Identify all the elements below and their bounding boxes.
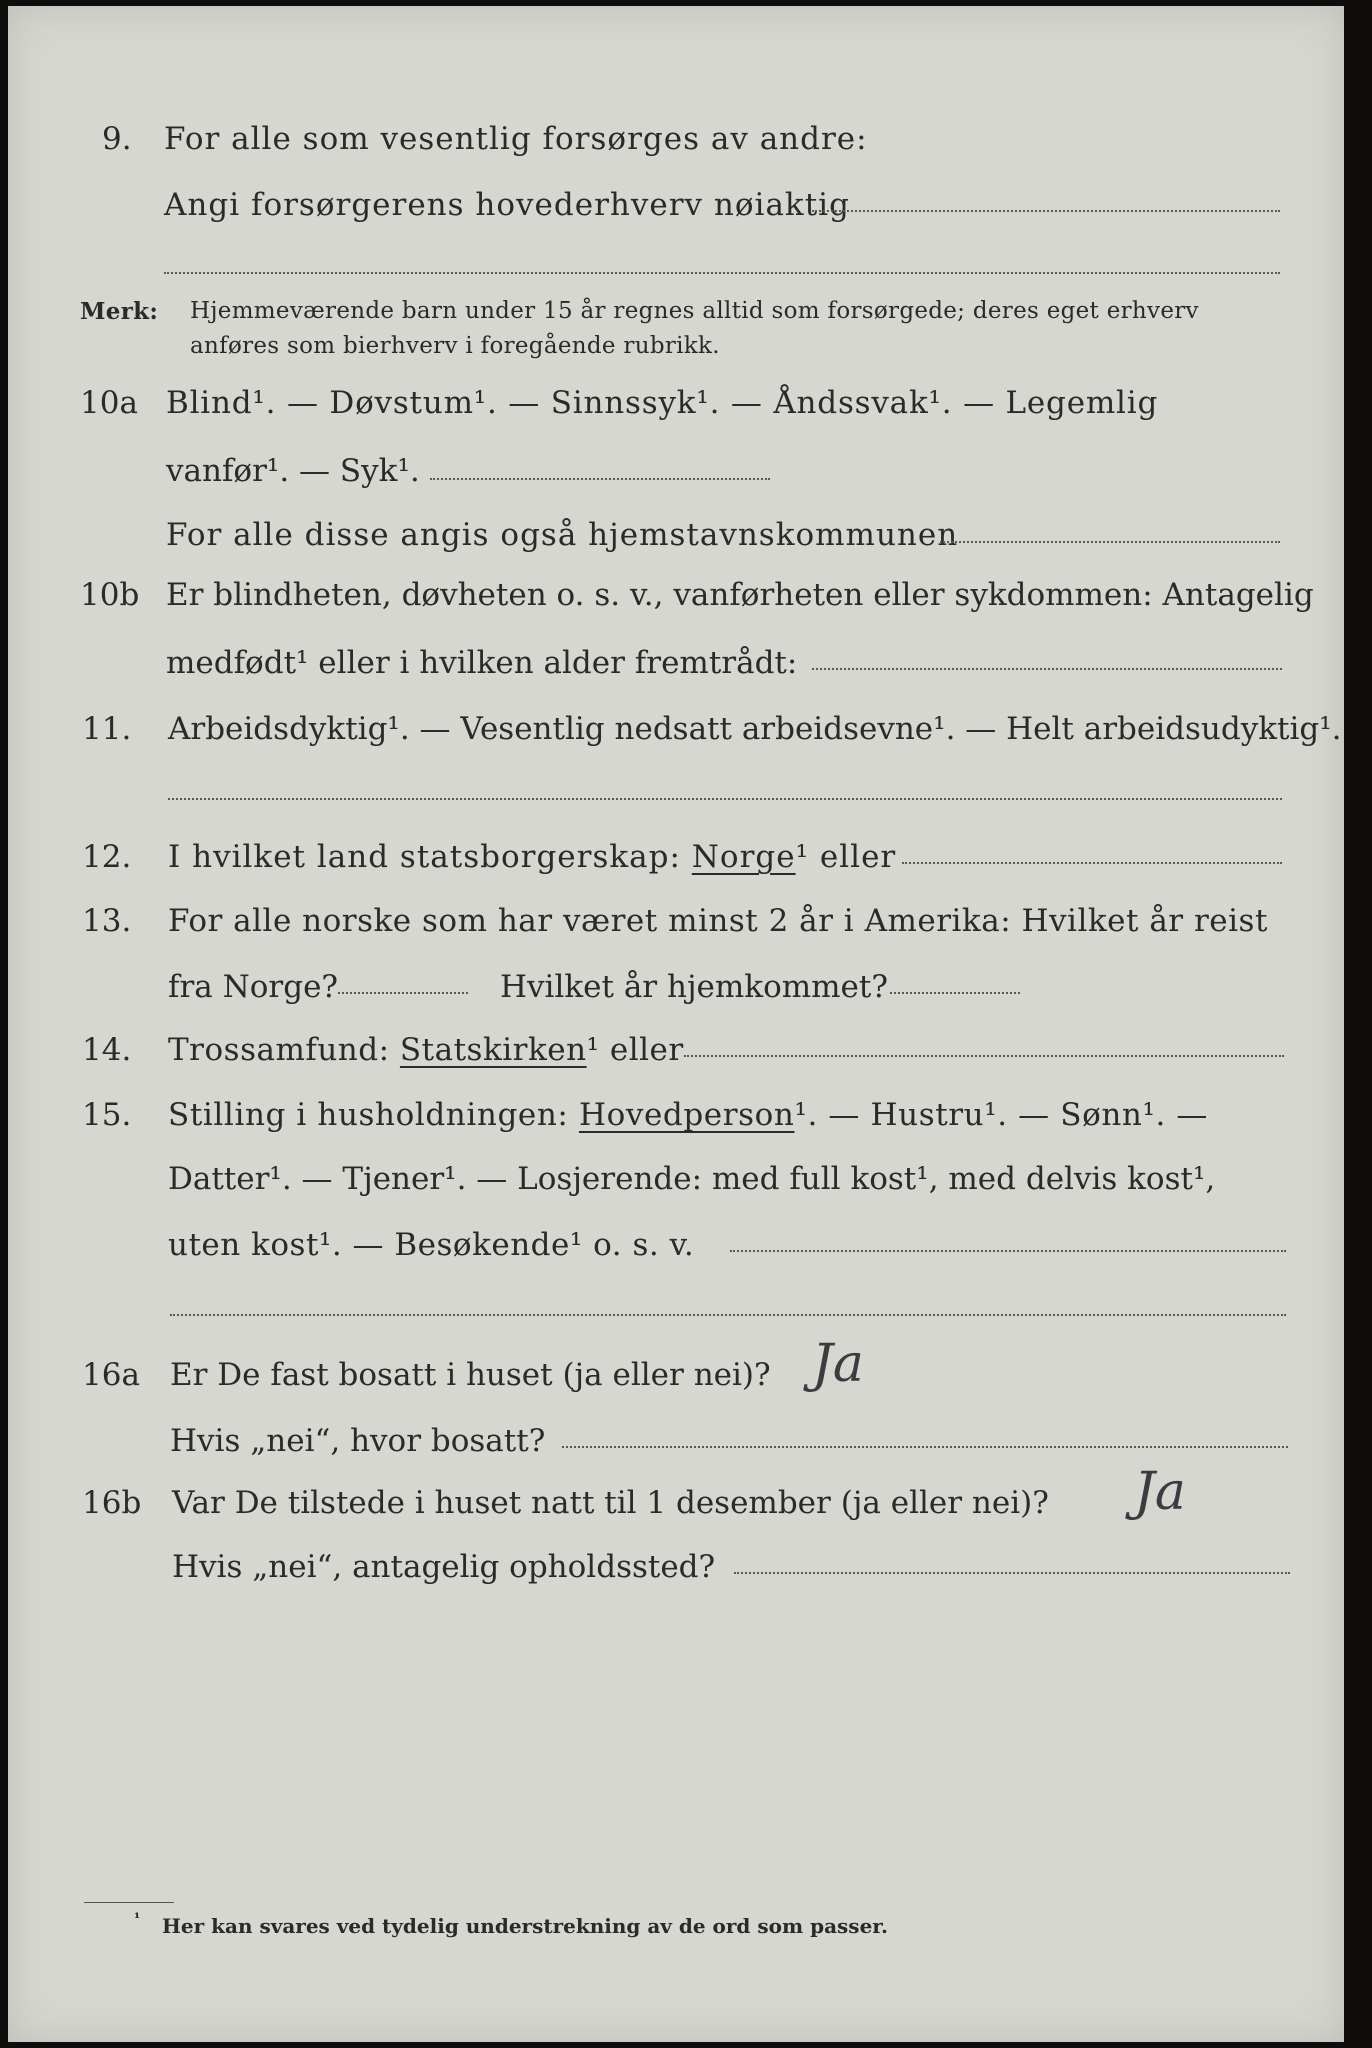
q15-extra-line[interactable] [170,1314,1286,1316]
q15-line2: Datter¹. — Tjener¹. — Losjerende: med full kost¹, med delvis kost¹, [168,1161,1216,1197]
q16b-handwritten-answer[interactable]: Ja [1134,1462,1186,1522]
q16a-line1: Er De fast bosatt i huset (ja eller nei)? [170,1357,771,1393]
q12-answer-line[interactable] [902,862,1282,864]
q16b-line1: Var De tilstede i huset natt til 1 desember (ja eller nei)? [172,1485,1049,1521]
q15-prefix: Stilling i husholdningen: [168,1097,569,1133]
q10a-line2: vanfør¹. — Syk¹. [166,453,420,489]
q14-prefix: Trossamfund: [168,1032,390,1068]
q10b-line2: medfødt¹ eller i hvilken alder fremtrådt: [166,645,798,681]
q9-number: 9. [102,121,132,157]
q13-line2a: fra Norge? [168,969,339,1005]
q16b-line2: Hvis „nei“, antagelig opholdssted? [172,1549,716,1585]
q14-line [168,1032,684,1068]
q9-line1: For alle som vesentlig forsørges av andre: [164,121,868,157]
footnote-mark: ¹ [134,1911,141,1927]
q14-number: 14. [82,1032,132,1068]
q10a-line1: Blind¹. — Døvstum¹. — Sinnssyk¹. — Åndssvak¹. — Legemlig [166,385,1159,421]
q14-underlined-answer[interactable]: Statskirken [399,1032,587,1068]
q15-underlined-answer[interactable]: Hovedperson [578,1097,795,1133]
q15-answer-line[interactable] [730,1250,1286,1252]
q10a-number: 10a [80,385,138,421]
merk-label: Merk: [80,298,159,325]
q16a-line2: Hvis „nei“, hvor bosatt? [170,1423,546,1459]
q16a-handwritten-answer[interactable]: Ja [812,1334,864,1394]
q16a-bosatt-line[interactable] [562,1446,1288,1448]
q9-extra-line[interactable] [164,272,1280,274]
q9-answer-line[interactable] [812,210,1280,212]
q16b-number: 16b [82,1485,142,1521]
q14-answer-line[interactable] [684,1055,1284,1057]
q12-number: 12. [82,839,132,875]
q12-suffix: ¹ eller [795,839,897,875]
q10a-hjemstavn-line[interactable] [940,541,1280,543]
q10b-answer-line[interactable] [812,668,1282,670]
q14-suffix: ¹ eller [586,1032,684,1068]
q12-line [168,839,897,875]
footnote-text: Her kan svares ved tydelig understrekning av de ord som passer. [162,1914,888,1938]
q15-number: 15. [82,1097,132,1133]
q13-hjemkommet-line[interactable] [890,992,1020,994]
q13-reist-line[interactable] [338,992,468,994]
q12-underlined-answer[interactable]: Norge [691,839,796,875]
q11-extra-line[interactable] [168,798,1282,800]
q10b-number: 10b [80,577,140,613]
q11-line1: Arbeidsdyktig¹. — Vesentlig nedsatt arbeidsevne¹. — Helt arbeidsudyktig¹. [168,711,1342,747]
q10a-syk-line[interactable] [430,478,770,480]
q16a-number: 16a [82,1357,140,1393]
q10b-line1: Er blindheten, døvheten o. s. v., vanførheten eller sykdommen: Antagelig [166,577,1314,613]
q16b-opholdssted-line[interactable] [734,1572,1290,1574]
q13-line1: For alle norske som har været minst 2 år i Amerika: Hvilket år reist [168,903,1268,939]
merk-line1: Hjemmeværende barn under 15 år regnes alltid som forsørgede; deres eget erhverv [190,298,1199,324]
merk-line2: anføres som bierhverv i foregående rubrikk. [190,333,720,359]
q11-number: 11. [82,711,132,747]
q15-line1 [168,1097,1208,1133]
q12-prefix: I hvilket land statsborgerskap: [168,839,681,875]
q9-line2: Angi forsørgerens hovederhverv nøiaktig [164,187,850,223]
q13-line2b: Hvilket år hjemkommet? [500,969,888,1005]
footnote-separator [84,1902,174,1903]
q15-line1-rest: ¹. — Hustru¹. — Sønn¹. — [794,1097,1208,1133]
q10a-line3: For alle disse angis også hjemstavnskommunen [166,517,959,553]
q15-line3: uten kost¹. — Besøkende¹ o. s. v. [168,1227,695,1263]
q13-number: 13. [82,903,132,939]
